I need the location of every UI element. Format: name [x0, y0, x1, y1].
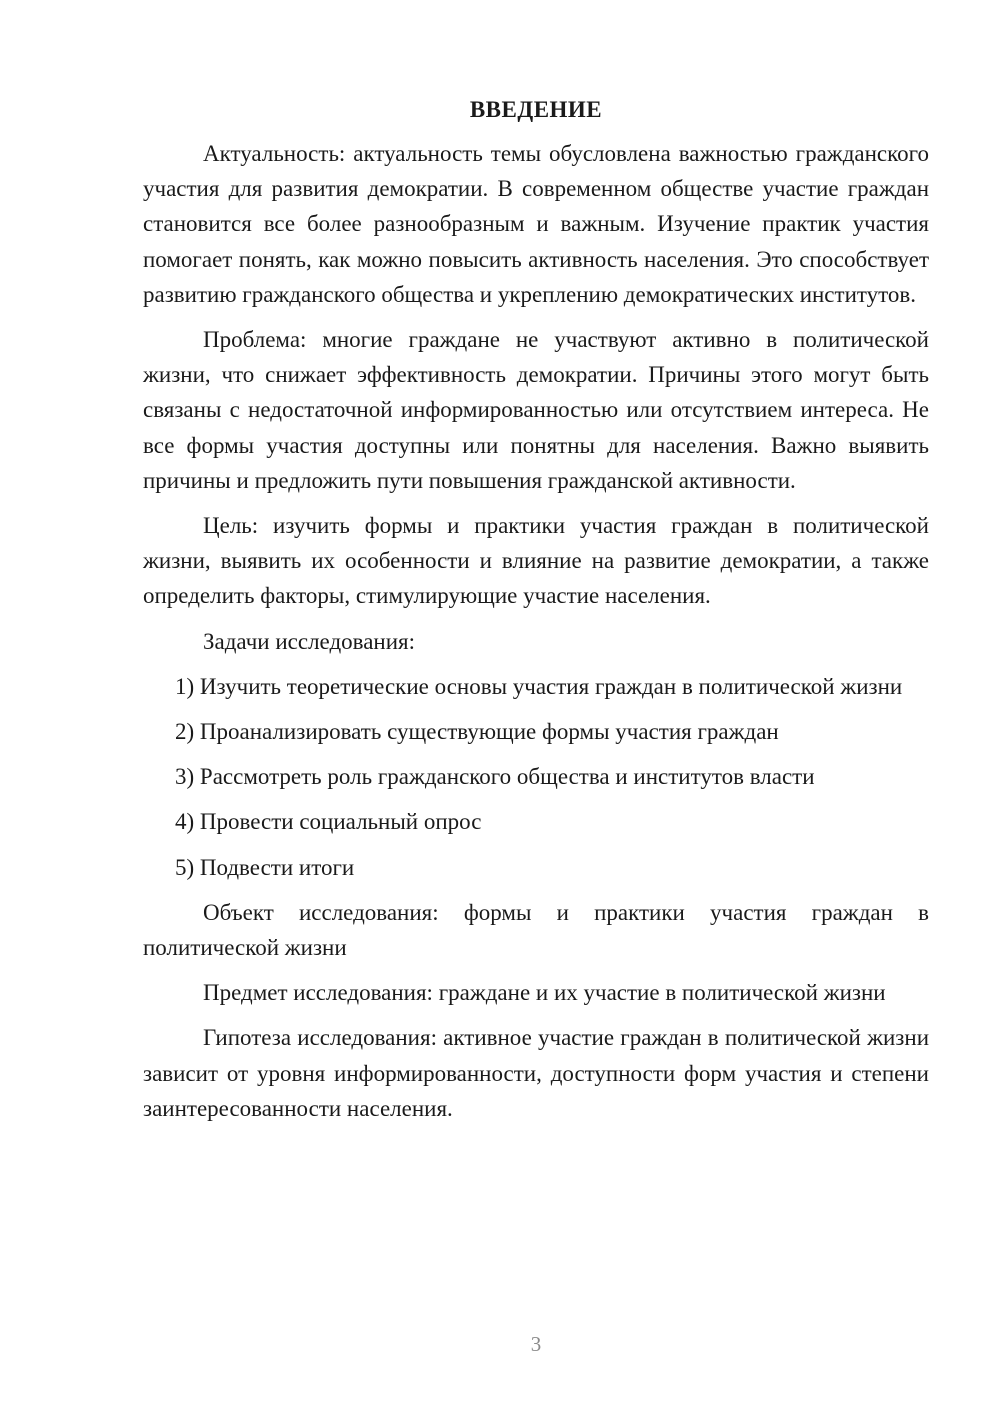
- paragraph-subject: Предмет исследования: граждане и их участие в политической жизни: [203, 980, 886, 1006]
- task-item-3: 3) Рассмотреть роль гражданского общества и институтов власти: [175, 764, 815, 790]
- tasks-heading: Задачи исследования:: [203, 628, 416, 654]
- paragraph-hypothesis: Гипотеза исследования: активное участие граждан в политической жизни зависит от уровня информированности, доступности форм участия и степени заинтересованности населения.: [143, 1025, 929, 1121]
- paragraph-relevance: Актуальность: актуальность темы обусловлена важностью гражданского участия для развития демократии. В современном обществе участие граждан становится все более разнообразным и важным. Изучение практик участия помогает понять, как можно повысить активность населения. Это способствует развитию гражданского общества и укреплению демократических институтов.: [143, 141, 929, 307]
- paragraph-problem: Проблема: многие граждане не участвуют активно в политической жизни, что снижает эффективность демократии. Причины этого могут быть связаны с недостаточной информированностью или отсутствием интереса. Не все формы участия доступны или понятны для населения. Важно выявить причины и предложить пути повышения гражданской активности.: [143, 327, 929, 493]
- page-number: 3: [530, 1332, 542, 1356]
- task-item-2: 2) Проанализировать существующие формы участия граждан: [175, 719, 779, 745]
- document-body: [143, 94, 929, 1136]
- task-item-1: 1) Изучить теоретические основы участия граждан в политической жизни: [175, 673, 903, 699]
- page-title: ВВЕДЕНИЕ: [469, 97, 603, 122]
- task-item-4: 4) Провести социальный опрос: [175, 809, 482, 835]
- paragraph-object: Объект исследования: формы и практики участия граждан в политической жизни: [143, 899, 929, 961]
- paragraph-goal: Цель: изучить формы и практики участия граждан в политической жизни, выявить их особенности и влияние на развитие демократии, а также определить факторы, стимулирующие участие населения.: [143, 513, 929, 609]
- task-item-5: 5) Подвести итоги: [175, 854, 355, 880]
